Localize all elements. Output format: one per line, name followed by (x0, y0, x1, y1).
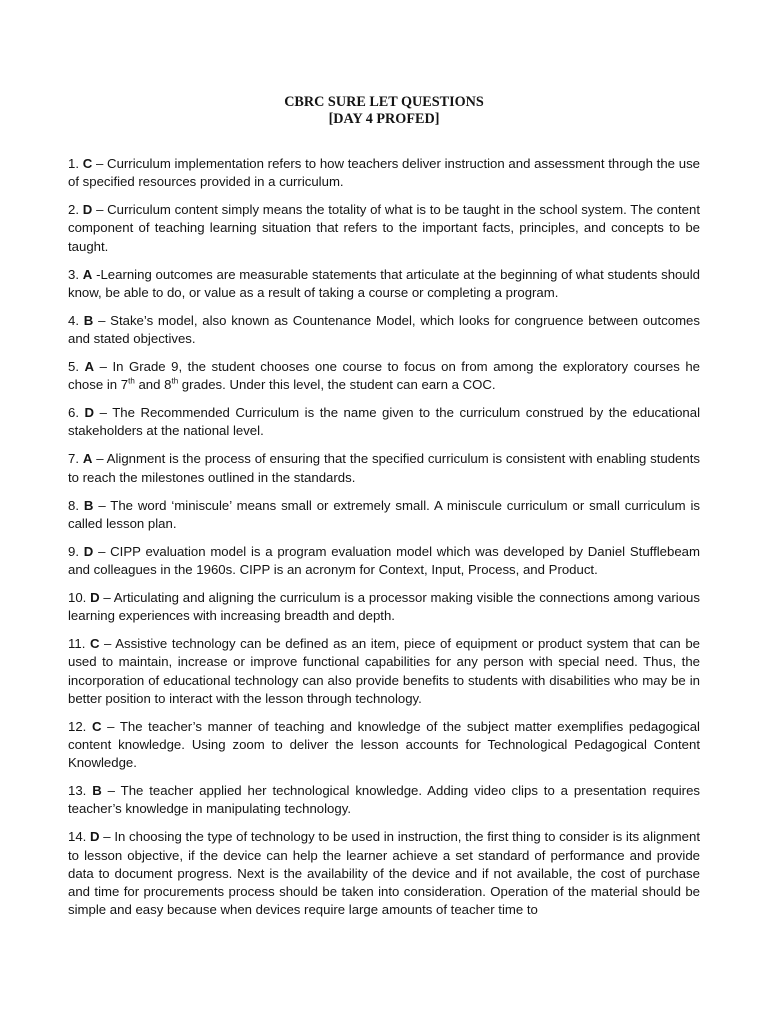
item-answer: A (82, 451, 93, 467)
item-number: 5. (68, 359, 79, 375)
document-page (68, 94, 700, 929)
item-text-part-a: – In Grade 9, the student chooses one course to focus on from among the exploratory courses he chose in 7 (68, 359, 701, 393)
answer-item-6 (68, 404, 700, 440)
answer-item-5 (68, 358, 700, 394)
item-answer: D (90, 829, 100, 845)
item-text: – Stake’s model, also known as Countenance Model, which looks for congruence between outcomes and stated objectives. (68, 312, 700, 347)
item-number: 4. (68, 312, 79, 328)
item-answer: A (82, 266, 93, 282)
item-number: 11. (68, 636, 86, 652)
item-answer: C (82, 156, 93, 171)
item-text-part-b: and 8 (134, 377, 172, 393)
item-answer: D (82, 202, 93, 218)
answer-item-3 (68, 266, 700, 302)
answer-item-9 (68, 543, 700, 579)
item-answer: C (91, 718, 102, 734)
item-text: -Learning outcomes are measurable statements that articulate at the beginning of what students should know, be able to do, or value as a result of taking a course or completing a program. (68, 266, 700, 300)
title-line-1: CBRC SURE LET QUESTIONS (284, 94, 484, 110)
item-text: – The word ‘miniscule’ means small or extremely small. A miniscule curriculum or small curriculum is called lesson plan. (68, 497, 700, 531)
answer-item-10 (68, 589, 700, 625)
item-answer: B (83, 312, 94, 328)
answer-list (68, 155, 700, 919)
item-number: 7. (68, 451, 79, 467)
item-number: 13. (68, 783, 87, 799)
item-answer: D (83, 543, 94, 559)
answer-item-2 (68, 201, 700, 256)
item-text: – CIPP evaluation model is a program evaluation model which was developed by Daniel Stufflebeam and colleagues in the 1960s. CIPP is an acronym for Context, Input, Process, and Product. (68, 543, 701, 578)
answer-item-4 (68, 312, 700, 348)
answer-item-1 (68, 155, 700, 191)
item-text: – Curriculum implementation refers to how teachers deliver instruction and assessment through the use of specified resources provided in a curriculum. (68, 156, 701, 190)
item-number: 8. (68, 497, 79, 513)
answer-item-12 (68, 718, 700, 773)
ordinal-suffix: th (128, 376, 135, 386)
item-text: – The teacher’s manner of teaching and knowledge of the subject matter exemplifies pedagogical content knowledge. Using zoom to deliver the lesson accounts for Technological Pedagogical Content Knowledge. (68, 718, 700, 771)
item-number: 3. (68, 266, 79, 282)
item-text: – Assistive technology can be defined as an item, piece of equipment or product system that can be used to maintain, increase or improve functional capabilities for any person with special need. Thus, the incorporation of educational technology can also provide benefits to students with disabilities who may be in better position to interact with the lesson through technology. (68, 636, 701, 706)
item-text: – Articulating and aligning the curriculum is a processor making visible the connections among various learning experiences with increasing breadth and depth. (68, 590, 700, 624)
item-answer: B (83, 497, 94, 513)
answer-item-8 (68, 497, 700, 533)
answer-item-7 (68, 450, 700, 486)
item-number: 12. (68, 718, 87, 734)
item-number: 9. (68, 543, 79, 559)
document-title (68, 94, 700, 128)
item-answer: C (89, 636, 100, 652)
item-text: – Alignment is the process of ensuring that the specified curriculum is consistent with enabling students to reach the milestones outlined in the standards. (68, 451, 700, 485)
answer-item-11 (68, 635, 700, 708)
item-text: – The Recommended Curriculum is the name given to the curriculum construed by the educational stakeholders at the national level. (68, 405, 700, 439)
item-answer: D (90, 590, 100, 606)
item-number: 10. (68, 590, 87, 606)
item-answer: B (92, 783, 102, 799)
item-answer: A (84, 359, 95, 375)
item-number: 1. (68, 156, 79, 171)
item-answer: D (84, 405, 95, 421)
item-text: – The teacher applied her technological knowledge. Adding video clips to a presentation requires teacher’s knowledge in manipulating technology. (68, 783, 700, 817)
item-text: – In choosing the type of technology to be used in instruction, the first thing to consider is its alignment to lesson objective, if the device can help the learner achieve a set standard of performance and provide data to document progress. Next is the availability of the device and if not available, the cost of purchase and time for procurements process should be taken into consideration. Operation of the material should be simple and easy because when devices require large amounts of teacher time to (68, 829, 700, 918)
answer-item-13 (68, 782, 700, 818)
title-line-2: [DAY 4 PROFED] (328, 111, 440, 127)
item-text: – Curriculum content simply means the totality of what is to be taught in the school system. The content component of teaching learning situation that refers to the important facts, principles, and concepts to be taught. (68, 202, 700, 254)
item-text-part-c: grades. Under this level, the student can earn a COC. (178, 377, 496, 393)
item-number: 14. (68, 829, 87, 845)
ordinal-suffix: th (171, 376, 179, 386)
item-number: 6. (68, 405, 79, 421)
item-number: 2. (68, 202, 79, 218)
answer-item-14 (68, 828, 700, 919)
